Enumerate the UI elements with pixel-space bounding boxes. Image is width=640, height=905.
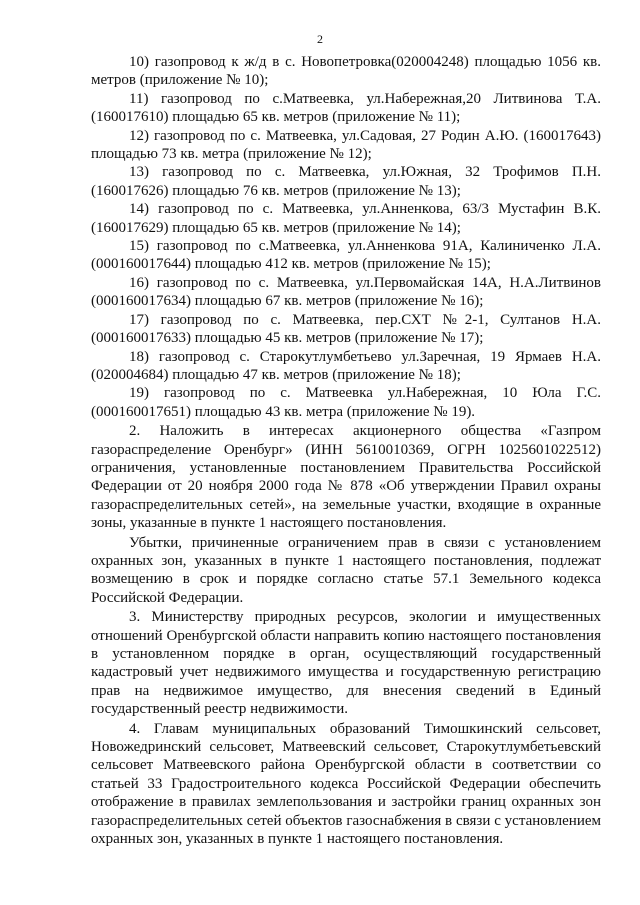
list-item-10: 10) газопровод к ж/д в с. Новопетровка(020004248) площадью 1056 кв. метров (приложение № 10); (91, 54, 601, 89)
paragraph-2: 2. Наложить в интересах акционерного общества «Газпром газораспределение Оренбург» (ИНН 5610010369, ОГРН 1025601022512) ограничения, установленные постановлением Правительства Российской Федерации от 20 ноября 2000 года № 878 «Об утверждении Правил охраны газораспределительных сетей», на земельные участки, входящие в охранные зоны, указанные в пункте 1 настоящего постановления. (91, 423, 601, 532)
list-item-13: 13) газопровод по с. Матвеевка, ул.Южная, 32 Трофимов П.Н. (160017626) площадью 76 кв. метров (приложение № 13); (91, 164, 601, 199)
list-item-19: 19) газопровод по с. Матвеевка ул.Набережная, 10 Юла Г.С. (000160017651) площадью 43 кв. метра (приложение № 19). (91, 385, 601, 420)
list-item-17: 17) газопровод по с. Матвеевка, пер.СХТ №2-1, Султанов Н.А. (000160017633) площадью 45 кв. метров (приложение № 17); (91, 311, 601, 347)
page-number: 2 (317, 32, 323, 46)
list-item-12: 12) газопровод по с. Матвеевка, ул.Садовая, 27 Родин А.Ю. (160017643) площадью 73 кв. метра (приложение № 12); (91, 127, 601, 163)
list-item-16: 16) газопровод по с. Матвеевка, ул.Первомайская 14А, Н.А.Литвинов (000160017634) площадью 67 кв. метров (приложение № 16); (91, 274, 601, 310)
list-item-18: 18) газопровод с. Старокутлумбетьево ул.Заречная, 19 Ярмаев Н.А. (020004684) площадью 47 кв. метров (приложение № 18); (91, 348, 601, 383)
paragraph-losses: Убытки, причиненные ограничением прав в связи с установлением охранных зон, указанных в пункте 1 настоящего постановления, подлежат возмещению в срок и порядке согласно статье 57.1 Земельного кодекса Российской Федерации. (91, 534, 601, 606)
list-item-11: 11) газопровод по с.Матвеевка, ул.Набережная,20 Литвинова Т.А. (160017610) площадью 65 кв. метров (приложение № 11); (91, 90, 601, 126)
list-item-14: 14) газопровод по с. Матвеевка, ул.Анненкова, 63/3 Мустафин В.К. (160017629) площадью 65 кв. метров (приложение № 14); (91, 201, 601, 236)
paragraph-3: 3. Министерству природных ресурсов, экологии и имущественных отношений Оренбургской области направить копию настоящего постановления в установленном порядке в орган, осуществляющий государственный кадастровый учет недвижимого имущества и государственную регистрацию прав на недвижимое имущество, для внесения сведений в Единый государственный реестр недвижимости. (91, 609, 601, 718)
list-item-15: 15) газопровод по с.Матвеевка, ул.Анненкова 91А, Калиниченко Л.А. (000160017644) площадью 412 кв. метров (приложение № 15); (91, 238, 601, 273)
document-body (91, 53, 601, 848)
paragraph-4: 4. Главам муниципальных образований Тимошкинский сельсовет, Новожедринский сельсовет, Матвеевский сельсовет, Старокутлумбетьевский сельсовет Матвеевского района Оренбургской области в соответствии со статьей 33 Градостроительного кодекса Российской Федерации обеспечить отображение в правилах землепользования и застройки границ охранных зон газораспределительных сетей объектов газоснабжения в связи с установлением охранных зон, указанных в пункте 1 настоящего постановления. (91, 720, 601, 848)
